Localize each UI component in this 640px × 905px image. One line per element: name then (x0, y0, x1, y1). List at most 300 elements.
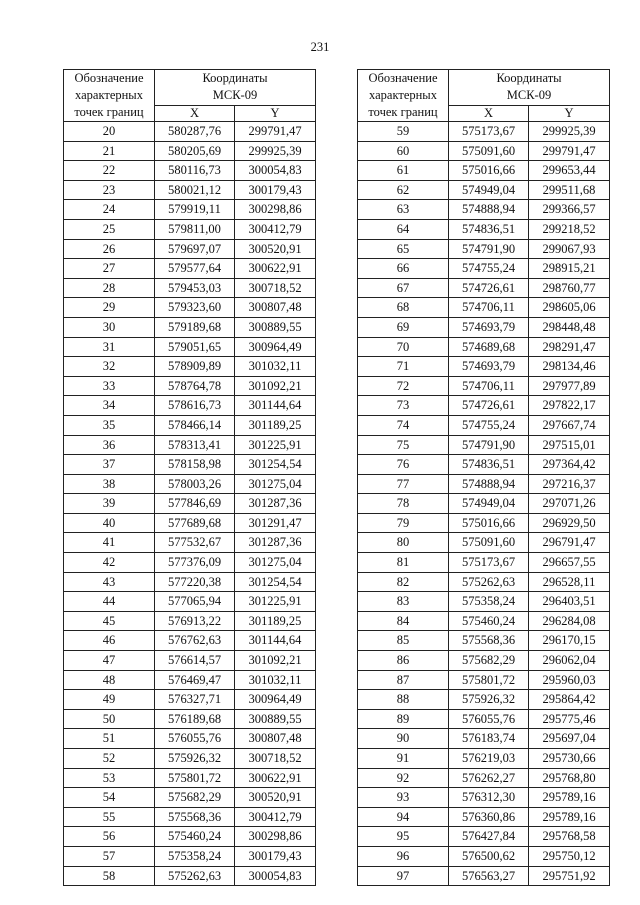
y-coordinate-cell: 300622,91 (235, 259, 316, 279)
point-id-cell: 29 (64, 298, 155, 318)
point-id-cell: 89 (358, 709, 449, 729)
x-coordinate-cell: 575682,29 (155, 788, 235, 808)
point-id-cell: 42 (64, 553, 155, 573)
table-row (64, 513, 316, 533)
table-row (358, 161, 610, 181)
point-id-cell: 45 (64, 611, 155, 631)
point-id-cell: 91 (358, 749, 449, 769)
x-coordinate-cell: 575568,36 (449, 631, 529, 651)
x-coordinate-cell: 579323,60 (155, 298, 235, 318)
point-id-cell: 47 (64, 651, 155, 671)
y-coordinate-cell: 300054,83 (235, 161, 316, 181)
y-coordinate-cell: 295730,66 (529, 749, 610, 769)
point-id-cell: 33 (64, 376, 155, 396)
table-row (64, 298, 316, 318)
point-id-cell: 81 (358, 553, 449, 573)
point-id-cell: 59 (358, 122, 449, 142)
y-coordinate-cell: 301254,54 (235, 572, 316, 592)
point-id-cell: 68 (358, 298, 449, 318)
table-header (358, 70, 610, 122)
x-coordinate-cell: 575173,67 (449, 553, 529, 573)
table-row (64, 768, 316, 788)
point-id-cell: 72 (358, 376, 449, 396)
point-id-cell: 32 (64, 357, 155, 377)
y-coordinate-cell: 300964,49 (235, 690, 316, 710)
point-id-cell: 49 (64, 690, 155, 710)
x-coordinate-cell: 576500,62 (449, 846, 529, 866)
table-row (358, 866, 610, 886)
table-row (358, 180, 610, 200)
y-coordinate-cell: 300179,43 (235, 180, 316, 200)
point-id-cell: 27 (64, 259, 155, 279)
x-coordinate-cell: 575091,60 (449, 533, 529, 553)
table-row (358, 553, 610, 573)
x-coordinate-cell: 578313,41 (155, 435, 235, 455)
point-label-header (64, 70, 155, 122)
point-id-cell: 52 (64, 749, 155, 769)
x-coordinate-cell: 574949,04 (449, 180, 529, 200)
x-coordinate-cell: 575926,32 (155, 749, 235, 769)
x-coordinate-cell: 574726,61 (449, 278, 529, 298)
table-row (64, 357, 316, 377)
y-coordinate-cell: 300412,79 (235, 219, 316, 239)
x-coordinate-cell: 578616,73 (155, 396, 235, 416)
point-id-cell: 96 (358, 846, 449, 866)
table-row (64, 337, 316, 357)
page-number: 231 (310, 40, 330, 54)
y-coordinate-cell: 301032,11 (235, 670, 316, 690)
table-row (64, 278, 316, 298)
point-id-cell: 82 (358, 572, 449, 592)
table-row (64, 866, 316, 886)
x-coordinate-cell: 579453,03 (155, 278, 235, 298)
table-row (358, 827, 610, 847)
table-row (358, 415, 610, 435)
table-row (358, 690, 610, 710)
table-row (358, 298, 610, 318)
point-id-cell: 71 (358, 357, 449, 377)
y-coordinate-cell: 300054,83 (235, 866, 316, 886)
table-row (358, 376, 610, 396)
y-coordinate-cell: 298291,47 (529, 337, 610, 357)
x-coordinate-cell: 576327,71 (155, 690, 235, 710)
point-id-cell: 86 (358, 651, 449, 671)
table-row (64, 729, 316, 749)
x-coordinate-cell: 579919,11 (155, 200, 235, 220)
x-coordinate-cell: 579051,65 (155, 337, 235, 357)
table-row (64, 161, 316, 181)
x-coordinate-cell: 574689,68 (449, 337, 529, 357)
y-coordinate-cell: 301189,25 (235, 611, 316, 631)
point-id-cell: 24 (64, 200, 155, 220)
x-coordinate-cell: 576563,27 (449, 866, 529, 886)
table-row (358, 572, 610, 592)
coordinates-table-left (63, 69, 316, 886)
y-coordinate-cell: 300520,91 (235, 239, 316, 259)
x-coordinate-cell: 578158,98 (155, 455, 235, 475)
y-coordinate-cell: 297071,26 (529, 494, 610, 514)
table-row (358, 337, 610, 357)
x-coordinate-cell: 577065,94 (155, 592, 235, 612)
x-coordinate-cell: 576262,27 (449, 768, 529, 788)
table-body (358, 122, 610, 886)
table-row (358, 846, 610, 866)
table-row (358, 651, 610, 671)
table-row (358, 455, 610, 475)
y-coordinate-cell: 301092,21 (235, 651, 316, 671)
point-id-cell: 70 (358, 337, 449, 357)
table-row (358, 611, 610, 631)
point-id-cell: 35 (64, 415, 155, 435)
table-row (64, 219, 316, 239)
point-id-cell: 76 (358, 455, 449, 475)
x-coordinate-cell: 575801,72 (449, 670, 529, 690)
x-coordinate-cell: 575926,32 (449, 690, 529, 710)
point-id-cell: 41 (64, 533, 155, 553)
table-row (358, 670, 610, 690)
table-row (64, 709, 316, 729)
y-coordinate-cell: 300179,43 (235, 846, 316, 866)
x-coordinate-cell: 578003,26 (155, 474, 235, 494)
point-id-cell: 31 (64, 337, 155, 357)
point-id-cell: 21 (64, 141, 155, 161)
y-coordinate-cell: 301291,47 (235, 513, 316, 533)
table-row (358, 807, 610, 827)
coords-label-line: МСК-09 (506, 88, 552, 103)
point-label-line: характерных (369, 88, 437, 102)
point-id-cell: 39 (64, 494, 155, 514)
point-id-cell: 51 (64, 729, 155, 749)
point-id-cell: 94 (358, 807, 449, 827)
x-coordinate-cell: 575091,60 (449, 141, 529, 161)
y-coordinate-cell: 297364,42 (529, 455, 610, 475)
point-id-cell: 64 (358, 219, 449, 239)
table-row (64, 376, 316, 396)
point-id-cell: 43 (64, 572, 155, 592)
y-coordinate-cell: 301225,91 (235, 435, 316, 455)
point-id-cell: 36 (64, 435, 155, 455)
table-row (358, 122, 610, 142)
table-row (64, 494, 316, 514)
point-id-cell: 93 (358, 788, 449, 808)
point-id-cell: 92 (358, 768, 449, 788)
x-coordinate-cell: 575358,24 (449, 592, 529, 612)
point-id-cell: 56 (64, 827, 155, 847)
y-coordinate-cell: 297977,89 (529, 376, 610, 396)
point-id-cell: 69 (358, 317, 449, 337)
point-id-cell: 40 (64, 513, 155, 533)
point-label-line: характерных (75, 88, 143, 102)
y-coordinate-cell: 301144,64 (235, 396, 316, 416)
table-row (64, 572, 316, 592)
point-id-cell: 75 (358, 435, 449, 455)
table-row (358, 396, 610, 416)
table-row (64, 180, 316, 200)
x-coordinate-cell: 576427,84 (449, 827, 529, 847)
point-id-cell: 65 (358, 239, 449, 259)
table-row (64, 670, 316, 690)
y-coordinate-cell: 296062,04 (529, 651, 610, 671)
table-row (64, 122, 316, 142)
x-coordinate-cell: 575262,63 (449, 572, 529, 592)
table-row (64, 259, 316, 279)
y-coordinate-cell: 301189,25 (235, 415, 316, 435)
x-coordinate-cell: 574836,51 (449, 455, 529, 475)
y-coordinate-cell: 295751,92 (529, 866, 610, 886)
y-coordinate-cell: 297667,74 (529, 415, 610, 435)
y-coordinate-cell: 300964,49 (235, 337, 316, 357)
x-coordinate-cell: 577376,09 (155, 553, 235, 573)
table-row (64, 239, 316, 259)
point-id-cell: 85 (358, 631, 449, 651)
point-label-line: точек границ (74, 105, 144, 119)
y-coordinate-cell: 300807,48 (235, 298, 316, 318)
y-coordinate-cell: 300807,48 (235, 729, 316, 749)
table-row (358, 729, 610, 749)
x-coordinate-cell: 574949,04 (449, 494, 529, 514)
y-coordinate-cell: 295789,16 (529, 788, 610, 808)
point-id-cell: 57 (64, 846, 155, 866)
table-row (64, 474, 316, 494)
table-row (64, 435, 316, 455)
point-id-cell: 73 (358, 396, 449, 416)
y-coordinate-cell: 298448,48 (529, 317, 610, 337)
point-id-cell: 50 (64, 709, 155, 729)
point-id-cell: 87 (358, 670, 449, 690)
x-coordinate-cell: 579577,64 (155, 259, 235, 279)
table-row (64, 317, 316, 337)
x-coordinate-cell: 577689,68 (155, 513, 235, 533)
x-coordinate-cell: 574693,79 (449, 357, 529, 377)
y-coordinate-cell: 296929,50 (529, 513, 610, 533)
x-coordinate-cell: 575173,67 (449, 122, 529, 142)
point-label-header (358, 70, 449, 122)
x-coordinate-cell: 575262,63 (155, 866, 235, 886)
point-id-cell: 88 (358, 690, 449, 710)
table-row (64, 846, 316, 866)
point-id-cell: 37 (64, 455, 155, 475)
x-coordinate-cell: 574836,51 (449, 219, 529, 239)
table-row (64, 651, 316, 671)
y-coordinate-cell: 299791,47 (235, 122, 316, 142)
y-coordinate-cell: 300889,55 (235, 709, 316, 729)
y-coordinate-cell: 296284,08 (529, 611, 610, 631)
y-coordinate-cell: 295864,42 (529, 690, 610, 710)
x-coordinate-cell: 578764,78 (155, 376, 235, 396)
point-id-cell: 46 (64, 631, 155, 651)
point-id-cell: 25 (64, 219, 155, 239)
y-coordinate-cell: 295768,80 (529, 768, 610, 788)
point-id-cell: 77 (358, 474, 449, 494)
table-row (358, 533, 610, 553)
coords-label-line: Координаты (202, 71, 268, 86)
y-coordinate-cell: 297822,17 (529, 396, 610, 416)
point-id-cell: 61 (358, 161, 449, 181)
coords-label-line: МСК-09 (212, 88, 258, 103)
x-coordinate-cell: 576614,57 (155, 651, 235, 671)
point-id-cell: 78 (358, 494, 449, 514)
x-coordinate-cell: 576312,30 (449, 788, 529, 808)
x-coordinate-cell: 575801,72 (155, 768, 235, 788)
table-row (358, 435, 610, 455)
x-coordinate-cell: 574755,24 (449, 259, 529, 279)
point-id-cell: 74 (358, 415, 449, 435)
table-row (358, 141, 610, 161)
x-coordinate-cell: 574706,11 (449, 298, 529, 318)
table-row (64, 592, 316, 612)
x-coordinate-cell: 576360,86 (449, 807, 529, 827)
x-coordinate-cell: 575568,36 (155, 807, 235, 827)
y-coordinate-cell: 299791,47 (529, 141, 610, 161)
point-id-cell: 22 (64, 161, 155, 181)
point-id-cell: 66 (358, 259, 449, 279)
y-coordinate-cell: 297515,01 (529, 435, 610, 455)
y-coordinate-cell: 297216,37 (529, 474, 610, 494)
y-column-header: Y (529, 105, 610, 121)
table-row (64, 141, 316, 161)
table-row (64, 533, 316, 553)
table-row (64, 611, 316, 631)
table-row (358, 357, 610, 377)
x-coordinate-cell: 580205,69 (155, 141, 235, 161)
x-coordinate-cell: 576913,22 (155, 611, 235, 631)
x-column-header: X (449, 105, 529, 121)
table-row (64, 631, 316, 651)
x-coordinate-cell: 574888,94 (449, 474, 529, 494)
table-row (358, 474, 610, 494)
x-coordinate-cell: 576469,47 (155, 670, 235, 690)
x-coordinate-cell: 574791,90 (449, 239, 529, 259)
point-id-cell: 95 (358, 827, 449, 847)
table-row (358, 768, 610, 788)
table-row (358, 239, 610, 259)
coords-label-header (449, 70, 610, 106)
table-row (64, 553, 316, 573)
y-coordinate-cell: 295750,12 (529, 846, 610, 866)
x-coordinate-cell: 577532,67 (155, 533, 235, 553)
y-coordinate-cell: 296403,51 (529, 592, 610, 612)
point-id-cell: 67 (358, 278, 449, 298)
y-coordinate-cell: 300718,52 (235, 278, 316, 298)
x-coordinate-cell: 575358,24 (155, 846, 235, 866)
table-row (358, 278, 610, 298)
point-id-cell: 30 (64, 317, 155, 337)
y-coordinate-cell: 300298,86 (235, 827, 316, 847)
x-coordinate-cell: 574693,79 (449, 317, 529, 337)
table-row (358, 513, 610, 533)
table-body (64, 122, 316, 886)
table-row (358, 317, 610, 337)
x-coordinate-cell: 575682,29 (449, 651, 529, 671)
point-id-cell: 23 (64, 180, 155, 200)
x-column-header: X (155, 105, 235, 121)
table-row (64, 807, 316, 827)
x-coordinate-cell: 580021,12 (155, 180, 235, 200)
point-id-cell: 28 (64, 278, 155, 298)
x-coordinate-cell: 575016,66 (449, 161, 529, 181)
point-id-cell: 83 (358, 592, 449, 612)
y-coordinate-cell: 295960,03 (529, 670, 610, 690)
x-coordinate-cell: 576189,68 (155, 709, 235, 729)
point-id-cell: 44 (64, 592, 155, 612)
table-row (64, 455, 316, 475)
x-coordinate-cell: 577846,69 (155, 494, 235, 514)
y-coordinate-cell: 296791,47 (529, 533, 610, 553)
y-coordinate-cell: 300718,52 (235, 749, 316, 769)
x-coordinate-cell: 574791,90 (449, 435, 529, 455)
table-row (358, 219, 610, 239)
y-coordinate-cell: 295789,16 (529, 807, 610, 827)
table-row (358, 592, 610, 612)
x-coordinate-cell: 576219,03 (449, 749, 529, 769)
point-label-line: Обозначение (74, 71, 144, 85)
table-row (64, 749, 316, 769)
x-coordinate-cell: 579811,00 (155, 219, 235, 239)
y-coordinate-cell: 301287,36 (235, 533, 316, 553)
y-coordinate-cell: 301275,04 (235, 553, 316, 573)
y-coordinate-cell: 301092,21 (235, 376, 316, 396)
x-coordinate-cell: 575460,24 (449, 611, 529, 631)
table-row (64, 396, 316, 416)
x-coordinate-cell: 575460,24 (155, 827, 235, 847)
coords-label-line: Координаты (496, 71, 562, 86)
point-id-cell: 90 (358, 729, 449, 749)
y-coordinate-cell: 299925,39 (235, 141, 316, 161)
y-coordinate-cell: 301225,91 (235, 592, 316, 612)
y-coordinate-cell: 295697,04 (529, 729, 610, 749)
x-coordinate-cell: 578466,14 (155, 415, 235, 435)
x-coordinate-cell: 579189,68 (155, 317, 235, 337)
point-id-cell: 38 (64, 474, 155, 494)
point-id-cell: 53 (64, 768, 155, 788)
table-row (64, 690, 316, 710)
y-coordinate-cell: 299067,93 (529, 239, 610, 259)
x-coordinate-cell: 580287,76 (155, 122, 235, 142)
table-row (358, 200, 610, 220)
x-coordinate-cell: 576183,74 (449, 729, 529, 749)
x-coordinate-cell: 575016,66 (449, 513, 529, 533)
point-id-cell: 63 (358, 200, 449, 220)
y-coordinate-cell: 300622,91 (235, 768, 316, 788)
table-row (64, 200, 316, 220)
y-coordinate-cell: 299925,39 (529, 122, 610, 142)
x-coordinate-cell: 576762,63 (155, 631, 235, 651)
table-row (358, 631, 610, 651)
point-id-cell: 58 (64, 866, 155, 886)
table-row (64, 827, 316, 847)
table-row (358, 494, 610, 514)
table-row (358, 709, 610, 729)
point-id-cell: 84 (358, 611, 449, 631)
point-label-line: точек границ (368, 105, 438, 119)
x-coordinate-cell: 574726,61 (449, 396, 529, 416)
y-coordinate-cell: 301032,11 (235, 357, 316, 377)
point-id-cell: 54 (64, 788, 155, 808)
y-coordinate-cell: 300520,91 (235, 788, 316, 808)
y-coordinate-cell: 301287,36 (235, 494, 316, 514)
point-id-cell: 34 (64, 396, 155, 416)
point-id-cell: 60 (358, 141, 449, 161)
y-coordinate-cell: 295768,58 (529, 827, 610, 847)
y-coordinate-cell: 301144,64 (235, 631, 316, 651)
x-coordinate-cell: 574755,24 (449, 415, 529, 435)
point-id-cell: 80 (358, 533, 449, 553)
x-coordinate-cell: 574888,94 (449, 200, 529, 220)
point-id-cell: 55 (64, 807, 155, 827)
point-id-cell: 62 (358, 180, 449, 200)
x-coordinate-cell: 574706,11 (449, 376, 529, 396)
table-header (64, 70, 316, 122)
